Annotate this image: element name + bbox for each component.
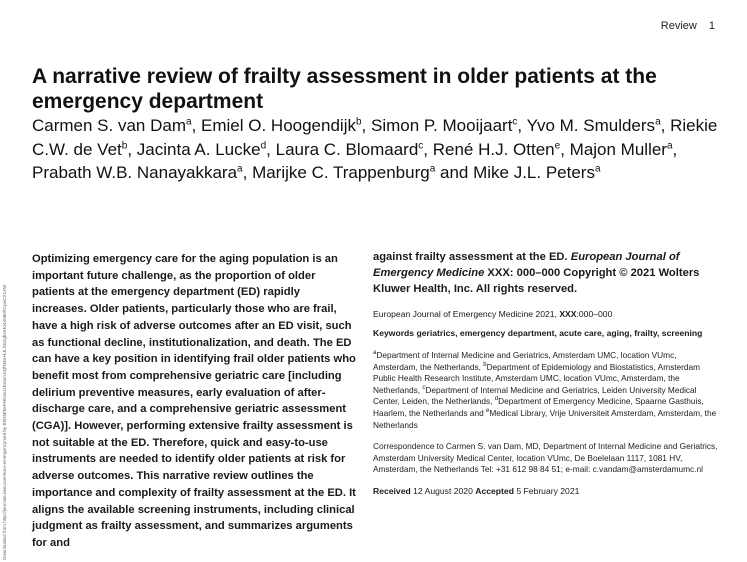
- author-affiliation-mark: b: [121, 139, 128, 151]
- author-separator: ,: [127, 139, 137, 159]
- author-separator: ,: [423, 139, 433, 159]
- citation-volume: XXX: [559, 308, 577, 319]
- page-number: 1: [708, 20, 715, 32]
- right-column: [373, 249, 723, 497]
- citation-journal: European Journal of Emergency Medicine 2021,: [373, 308, 560, 319]
- affiliation-text: Medical Library, Vrije Universiteit Amsterdam, Amsterdam, the Netherlands: [373, 408, 717, 430]
- abstract-continuation: [373, 249, 723, 298]
- affiliation-text: Department of Internal Medicine and Geriatrics, Amsterdam UMC, location VUmc, Amsterdam, the Netherlands,: [373, 350, 677, 372]
- author-list: [32, 114, 722, 185]
- author-affiliation-mark: a: [186, 116, 192, 128]
- journal-name: European Journal of Emergency Medicine: [373, 251, 680, 280]
- author-affiliation-mark: a: [237, 163, 243, 175]
- author-name: Laura C. Blomaard: [275, 139, 419, 159]
- dates-line: [373, 485, 723, 497]
- article-title: A narrative review of frailty assessment in older patients at the emergency department: [32, 65, 657, 113]
- abstract: [32, 251, 357, 552]
- author-affiliation-mark: d: [260, 139, 267, 151]
- copyright-text: XXX: 000–000 Copyright © 2021 Wolters Kluwer Health, Inc. All rights reserved.: [373, 267, 700, 296]
- author-name: Majon Muller: [569, 139, 667, 159]
- affiliation-mark: a: [373, 350, 377, 357]
- received-date: 12 August 2020: [410, 486, 476, 497]
- author-affiliation-mark: e: [554, 139, 561, 151]
- author-separator: ,: [517, 116, 527, 135]
- author-affiliation-mark: c: [418, 139, 424, 151]
- continuation-text: against frailty assessment at the ED.: [373, 251, 568, 263]
- author-name: Prabath W.B. Nanayakkara: [32, 163, 238, 182]
- accepted-label: Accepted: [475, 486, 514, 497]
- author-name: René H.J. Otten: [432, 139, 555, 159]
- author-separator: ,: [672, 139, 678, 159]
- author-affiliation-mark: a: [429, 163, 436, 175]
- received-label: Received: [373, 486, 411, 497]
- accepted-date: 5 February 2021: [513, 486, 580, 497]
- affiliation-text: Department of Internal Medicine and Geriatrics, Leiden University Medical Center, Leiden, the Netherlands,: [373, 384, 697, 407]
- citation-line: [373, 308, 723, 320]
- author-name: Yvo M. Smulders: [526, 116, 656, 135]
- author-name: Emiel O. Hoogendijk: [201, 116, 356, 135]
- author-affiliation-mark: c: [512, 116, 518, 128]
- affiliation-text: Department of Epidemiology and Biostatistics, Amsterdam Public Health Research Institute, Amsterdam UMC, location VUmc, Amsterdam, the Netherlands,: [373, 361, 701, 395]
- download-note: [2, 240, 10, 560]
- author-separator: ,: [361, 116, 371, 135]
- author-name: Carmen S. van Dam: [32, 116, 186, 135]
- author-separator: ,: [242, 163, 253, 182]
- author-affiliation-mark: a: [655, 116, 661, 128]
- section-label: Review: [660, 20, 697, 32]
- author-affiliation-mark: a: [666, 139, 673, 151]
- affiliation-mark: c: [422, 385, 426, 392]
- citation-pages: :000–000: [576, 308, 613, 319]
- abstract-text: Optimizing emergency care for the aging population is an important future challenge, as the proportion of older patients at the emergency department (ED) rapidly increases. Older patients, particularly those who are frail, have a high risk of adverse outcomes after an ED visit, such as functional decline, institutionalization, and death. The ED can have a key position in identifying frail older patients who benefit most from comprehensive geriatric care [including delirium preventive measures, early evaluation of after-discharge care, and a comprehensive geriatric assessment (CGA)]. However, performing extensive frailty assessment is not suitable at the ED. Therefore, quick and easy-to-use instruments are needed to identify older patients at risk for adverse outcomes. This narrative review outlines the importance and complexity of frailty assessment at the ED. It aligns the available screening instruments, including clinical judgment as frailty assessment, and summarizes arguments for and: [32, 253, 356, 549]
- affiliation-mark: d: [494, 396, 499, 403]
- author-name: Jacinta A. Lucke: [136, 139, 261, 159]
- keywords: Keywords geriatrics, emergency department, acute care, aging, frailty, screening: [373, 327, 703, 338]
- author-affiliation-mark: b: [355, 116, 362, 128]
- author-name: Mike J.L. Peters: [473, 163, 595, 182]
- author-name: Marijke C. Trappenburg: [252, 163, 430, 182]
- author-separator: ,: [266, 139, 276, 159]
- correspondence: Correspondence to Carmen S. van Dam, MD, Department of Internal Medicine and Geriatrics, Amsterdam University Medical Center, location VUmc, De Boelelaan 1117, 1081 HV, Amsterdam, the Netherlands Tel: +31 612 98 84 51; e-mail: c.vandam@amsterdamumc.nl: [373, 441, 718, 475]
- author-name: Simon P. Mooijaart: [371, 116, 513, 135]
- author-separator: ,: [660, 116, 671, 135]
- affiliation-mark: b: [483, 361, 487, 368]
- author-name: Riekie C.W. de Vet: [32, 116, 718, 159]
- author-affiliation-mark: a: [594, 163, 601, 175]
- author-separator: and: [435, 163, 474, 182]
- running-header: [661, 20, 715, 32]
- affiliation-mark: e: [486, 408, 490, 415]
- author-separator: ,: [191, 116, 202, 135]
- author-separator: ,: [560, 139, 570, 159]
- affiliations: [373, 350, 723, 431]
- download-note-text: Downloaded from http://journals.lww.com/euro-emergencymed by BhDMf5ePHKav1zEoum1tQfN4a+kJLhEZgbsIHo4XMi0hCywCX1AW: [2, 284, 7, 560]
- affiliation-text: Department of Emergency Medicine, Spaarne Gasthuis, Haarlem, the Netherlands and: [373, 396, 704, 419]
